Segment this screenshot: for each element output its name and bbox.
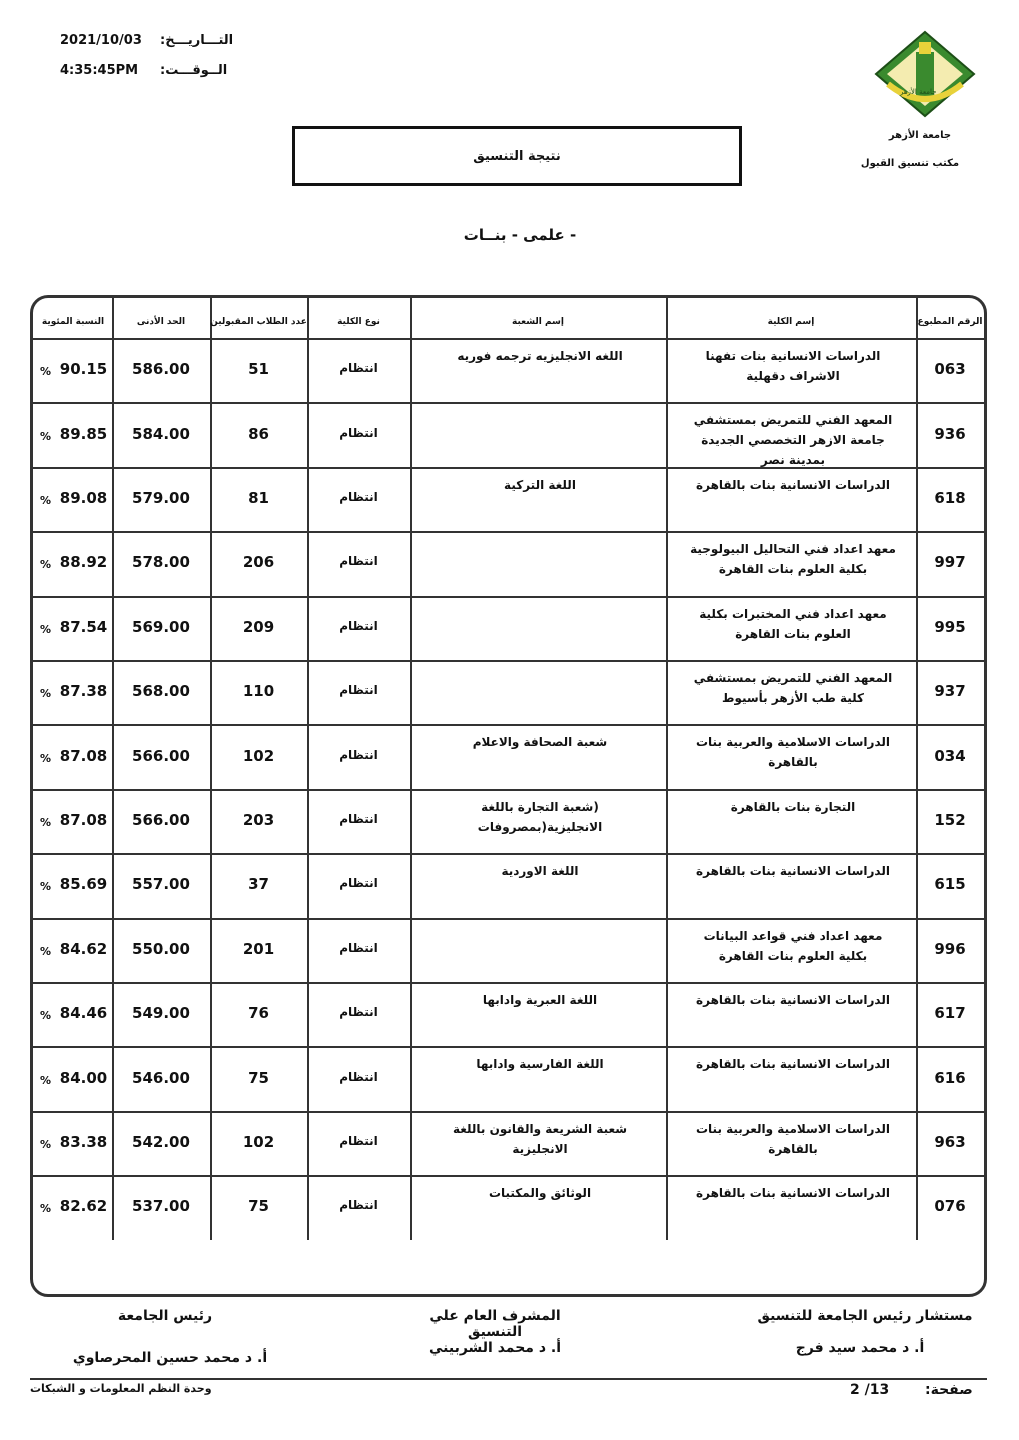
cell-pct: 85.69 [59, 875, 108, 894]
cell-type: انتظام [339, 554, 378, 569]
president-title: رئيس الجامعة [117, 1308, 213, 1324]
column-header-pct: النسبة المئوية [41, 317, 105, 327]
cell-accepted: 102 [242, 1133, 275, 1151]
cell-type: انتظام [339, 1069, 378, 1084]
column-header-accepted: عدد الطلاب المقبولين [210, 317, 307, 327]
cell-min: 550.00 [132, 939, 190, 958]
cell-pct-sign: % [40, 687, 52, 701]
cell-type: انتظام [339, 812, 378, 826]
cell-accepted: 75 [248, 1197, 269, 1216]
cell-code: 152 [934, 811, 966, 829]
university-logo [870, 28, 980, 120]
cell-division: (شعبة التجارة باللغة الانجليزية(بمصروفات [477, 799, 603, 834]
cell-code: 076 [934, 1197, 966, 1216]
cell-type: انتظام [339, 490, 378, 504]
cell-pct-sign: % [40, 365, 52, 379]
cell-pct: 82.62 [59, 1197, 108, 1216]
cell-college: المعهد الفني للتمريض بمستشفي جامعة الازهر التخصصي الجديدة بمدينة نصر [693, 413, 893, 468]
cell-pct-sign: % [40, 816, 52, 829]
cell-pct-sign: % [40, 944, 52, 958]
cell-code: 616 [934, 1068, 966, 1087]
row-divider [32, 1175, 985, 1177]
row-divider [32, 724, 985, 726]
cell-min: 566.00 [132, 746, 190, 765]
cell-accepted: 37 [248, 875, 269, 894]
cell-type: انتظام [339, 1005, 378, 1020]
footer-unit: وحدة النظم المعلومات و الشبكات [30, 1382, 212, 1395]
column-divider [410, 295, 412, 1240]
cell-min: 537.00 [132, 1197, 190, 1216]
cell-pct-sign: % [40, 558, 52, 572]
cell-accepted: 110 [242, 682, 275, 701]
cell-pct-sign: % [40, 1138, 52, 1151]
cell-division: اللغة العبرية وادابها [482, 993, 598, 1007]
cell-pct: 84.46 [59, 1004, 108, 1023]
cell-type: انتظام [339, 683, 378, 698]
footer-divider [30, 1378, 987, 1380]
cell-accepted: 203 [242, 811, 275, 829]
president-name: أ. د محمد حسين المحرصاوي [72, 1350, 268, 1366]
cell-pct: 87.08 [59, 746, 108, 765]
cell-pct-sign: % [40, 1073, 52, 1087]
cell-college: الدراسات الانسانية بنات بالقاهرة [696, 993, 890, 1007]
cell-pct-sign: % [40, 494, 52, 507]
cell-pct: 87.38 [59, 682, 108, 701]
column-header-code: الرقم المطبوع [917, 317, 983, 327]
cell-pct: 84.00 [59, 1068, 108, 1087]
cell-college: معهد اعداد فني المختبرات بكلية العلوم بنات القاهرة [699, 606, 887, 641]
logo-text: جامعة الأزهر [900, 88, 937, 96]
row-divider [32, 660, 985, 662]
cell-pct-sign: % [40, 1009, 52, 1023]
page-subtitle: - علمى - بنــات [463, 226, 577, 244]
cell-pct: 89.85 [59, 424, 108, 443]
date-value: 2021/10/03 [60, 33, 142, 48]
row-divider [32, 402, 985, 404]
cell-pct: 83.38 [59, 1133, 108, 1151]
row-divider [32, 1111, 985, 1113]
cell-code: 936 [934, 424, 966, 443]
row-divider [32, 596, 985, 598]
cell-min: 568.00 [132, 682, 190, 701]
column-header-type: نوع الكلية [337, 317, 380, 327]
cell-code: 617 [934, 1004, 966, 1023]
row-divider [32, 789, 985, 791]
cell-min: 549.00 [132, 1004, 190, 1023]
cell-division: الوثائق والمكتبات [488, 1186, 592, 1201]
cell-type: انتظام [339, 425, 378, 440]
cell-type: انتظام [339, 1198, 378, 1213]
cell-accepted: 209 [242, 617, 275, 636]
cell-min: 586.00 [132, 360, 190, 379]
cell-college: الدراسات الاسلامية والعربية بنات بالقاهرة [695, 735, 890, 770]
office-name: مكتب تنسيق القبول [860, 158, 960, 169]
cell-college: الدراسات الانسانية بنات تفهنا الاشراف دقهلية [705, 349, 881, 383]
advisor-name: أ. د محمد سيد فرج [795, 1340, 925, 1356]
supervisor-title: المشرف العام علي التنسيق [429, 1308, 561, 1340]
cell-accepted: 76 [248, 1004, 269, 1023]
page-label: صفحة: [925, 1382, 973, 1398]
cell-pct-sign: % [40, 880, 52, 894]
cell-accepted: 201 [242, 939, 275, 958]
cell-college: الدراسات الانسانية بنات بالقاهرة [696, 477, 890, 492]
cell-code: 937 [934, 682, 966, 701]
row-divider [32, 338, 985, 340]
cell-code: 615 [934, 875, 966, 894]
cell-college: الدراسات الانسانية بنات بالقاهرة [696, 1057, 890, 1072]
cell-min: 546.00 [132, 1068, 190, 1087]
cell-code: 997 [934, 553, 966, 572]
university-name: جامعة الأزهر [888, 130, 952, 141]
cell-division: اللغة الفارسية وادابها [476, 1057, 604, 1072]
cell-college: الدراسات الانسانية بنات بالقاهرة [696, 1186, 890, 1201]
cell-type: انتظام [339, 618, 378, 633]
page-number: 2 /13 [850, 1382, 890, 1398]
column-header-division: إسم الشعبة [512, 317, 564, 327]
cell-min: 579.00 [132, 489, 190, 507]
row-divider [32, 918, 985, 920]
cell-type: انتظام [339, 361, 378, 376]
cell-pct: 89.08 [59, 489, 108, 507]
column-divider [666, 295, 668, 1240]
cell-min: 557.00 [132, 875, 190, 894]
cell-pct: 84.62 [59, 939, 108, 958]
cell-type: انتظام [339, 1134, 378, 1148]
cell-college: المعهد الفني للتمريض بمستشفي كلية طب الأزهر بأسيوط [693, 671, 893, 705]
date-label: التـــاريـــخ: [160, 33, 234, 48]
cell-division: اللغة التركية [504, 477, 576, 492]
cell-code: 618 [934, 489, 966, 507]
cell-pct: 88.92 [59, 553, 108, 572]
cell-min: 569.00 [132, 617, 190, 636]
cell-min: 584.00 [132, 424, 190, 443]
cell-college: الدراسات الاسلامية والعربية بنات بالقاهرة [695, 1121, 890, 1156]
cell-pct-sign: % [40, 622, 52, 636]
cell-pct: 90.15 [59, 360, 108, 379]
row-divider [32, 982, 985, 984]
column-header-college: إسم الكلية [767, 317, 815, 327]
cell-code: 963 [934, 1133, 966, 1151]
cell-accepted: 86 [248, 424, 269, 443]
cell-college: معهد اعداد فني قواعد البيانات بكلية العلوم بنات القاهرة [703, 928, 883, 963]
cell-pct-sign: % [40, 1202, 52, 1216]
advisor-title: مستشار رئيس الجامعة للتنسيق [757, 1308, 973, 1324]
row-divider [32, 1046, 985, 1048]
row-divider [32, 853, 985, 855]
cell-accepted: 51 [248, 360, 269, 379]
cell-college: معهد اعداد فني التحاليل البيولوجية بكلية العلوم بنات القاهرة [690, 542, 896, 577]
cell-division: اللغة الاوردية [501, 864, 579, 879]
cell-division: شعبة الصحافة والاعلام [472, 735, 608, 750]
row-divider [32, 531, 985, 533]
cell-accepted: 75 [248, 1068, 269, 1087]
cell-college: التجارة بنات بالقاهرة [730, 799, 856, 814]
cell-min: 578.00 [132, 553, 190, 572]
cell-pct: 87.54 [59, 617, 108, 636]
cell-code: 034 [934, 746, 966, 765]
column-header-min: الحد الأدنى [136, 317, 186, 327]
cell-accepted: 102 [242, 746, 275, 765]
cell-min: 566.00 [132, 811, 190, 829]
cell-code: 996 [934, 939, 966, 958]
cell-pct-sign: % [40, 751, 52, 765]
cell-division: شعبة الشريعة والقانون باللغة الانجليزية [452, 1121, 628, 1156]
time-value: 4:35:45PM [60, 63, 139, 78]
cell-type: انتظام [339, 876, 378, 891]
cell-type: انتظام [339, 940, 378, 955]
supervisor-name: أ. د محمد الشربيني [428, 1340, 561, 1356]
cell-pct-sign: % [40, 429, 52, 443]
page-title: نتيجة التنسيق [292, 126, 742, 186]
cell-accepted: 206 [242, 553, 275, 572]
cell-min: 542.00 [132, 1133, 190, 1151]
time-label: الــوقـــت: [160, 63, 228, 78]
cell-code: 995 [934, 617, 966, 636]
cell-type: انتظام [339, 747, 378, 762]
cell-pct: 87.08 [59, 811, 108, 829]
cell-division: اللغه الانجليزيه ترجمه فوريه [457, 349, 623, 363]
cell-code: 063 [934, 360, 966, 379]
cell-accepted: 81 [248, 489, 269, 507]
cell-college: الدراسات الانسانية بنات بالقاهرة [696, 864, 890, 879]
